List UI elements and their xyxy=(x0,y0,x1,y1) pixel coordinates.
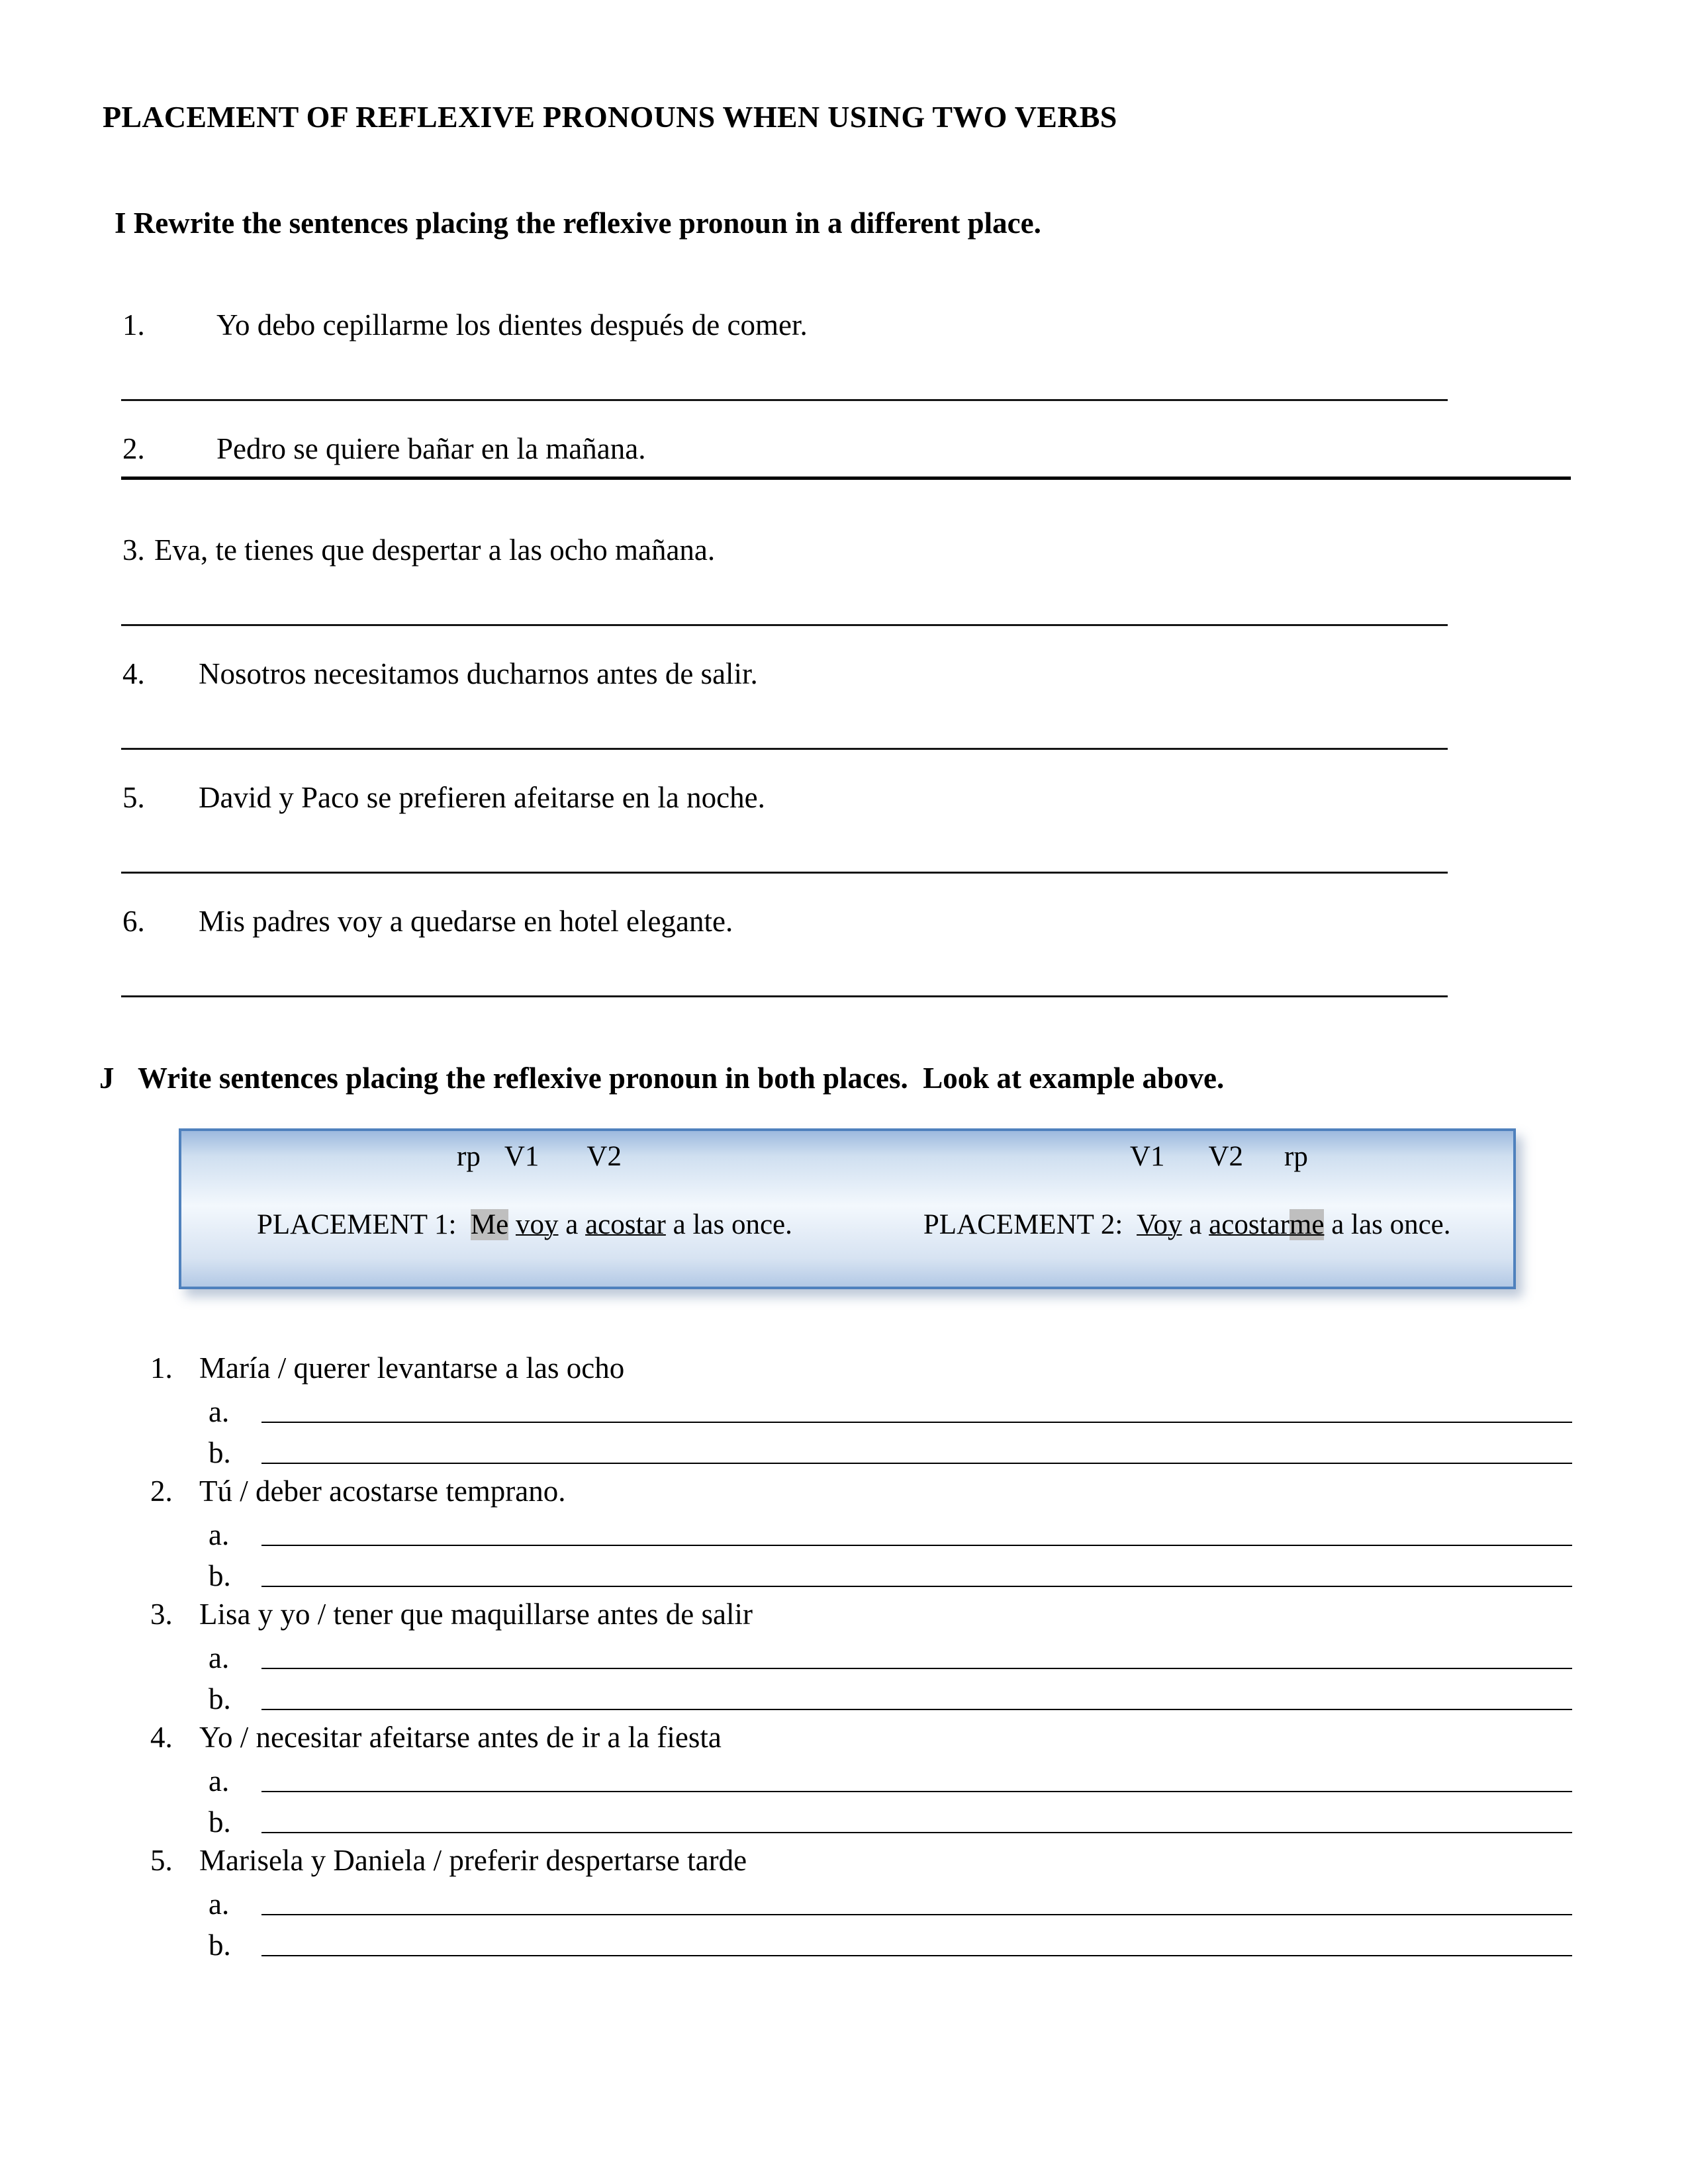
grammar-label: V1 xyxy=(1129,1141,1165,1172)
item-prompt: Marisela y Daniela / preferir despertarse tarde xyxy=(199,1844,747,1877)
grammar-label: V2 xyxy=(586,1141,622,1172)
section-i-item xyxy=(103,657,1572,750)
answer-blank-line xyxy=(261,1422,1572,1423)
sub-letter: a. xyxy=(209,1764,230,1797)
answer-blank-line xyxy=(121,567,1448,626)
grammar-label: rp xyxy=(457,1141,481,1172)
answer-blank-line xyxy=(261,1463,1572,1464)
item-number: 2. xyxy=(122,432,145,465)
prompt-row xyxy=(150,1347,1572,1388)
sentence-row xyxy=(122,432,1572,466)
answer-blank-line xyxy=(121,938,1448,997)
prompt-row xyxy=(150,1594,1572,1635)
sub-letter: b. xyxy=(209,1682,231,1715)
prompt-row xyxy=(150,1840,1572,1881)
grammar-label: V2 xyxy=(1208,1141,1244,1172)
prompt-row xyxy=(150,1471,1572,1512)
answer-blank-line xyxy=(261,1832,1572,1833)
example-word: a las once. xyxy=(1324,1209,1451,1240)
section-j-item xyxy=(150,1840,1572,1963)
placement-1-example xyxy=(200,1140,792,1273)
item-prompt: María / querer levantarse a las ocho xyxy=(199,1351,625,1385)
placement-1-label: PLACEMENT 1: xyxy=(257,1209,457,1240)
sentence-row xyxy=(122,533,1572,567)
answer-blank-line xyxy=(121,466,1571,480)
item-prompt: Tú / deber acostarse temprano. xyxy=(199,1475,566,1508)
section-j-item xyxy=(150,1594,1572,1717)
section-i-heading: I Rewrite the sentences placing the reflexive pronoun in a different place. xyxy=(115,206,1041,240)
item-number: 3. xyxy=(150,1598,173,1631)
example-word xyxy=(508,1209,516,1240)
section-i-item xyxy=(103,533,1572,626)
example-word: a xyxy=(558,1209,586,1240)
prompt-row xyxy=(150,1717,1572,1758)
item-sentence: Eva, te tienes que despertar a las ocho mañana. xyxy=(154,533,716,567)
answer-blank-line xyxy=(121,691,1448,750)
placement-2-words xyxy=(1123,1209,1450,1240)
section-i-item xyxy=(103,432,1572,480)
example-word: Me xyxy=(470,1209,509,1240)
answer-blank-line xyxy=(121,342,1448,401)
sentence-row xyxy=(122,780,1572,815)
section-i-item xyxy=(103,308,1572,401)
item-sentence: Nosotros necesitamos ducharnos antes de salir. xyxy=(199,657,758,690)
example-word: Voy xyxy=(1137,1209,1182,1240)
section-j-item xyxy=(150,1347,1572,1471)
section-j-letter: J xyxy=(99,1062,115,1095)
section-j-item xyxy=(150,1717,1572,1840)
example-word: acostar xyxy=(1209,1209,1289,1240)
item-sentence: David y Paco se prefieren afeitarse en la noche. xyxy=(199,781,765,814)
section-j-item xyxy=(150,1471,1572,1594)
answer-blank-line xyxy=(261,1914,1572,1915)
answer-blank-line xyxy=(261,1791,1572,1792)
example-word xyxy=(456,1209,471,1240)
answer-blank-line xyxy=(261,1668,1572,1669)
example-word xyxy=(1123,1209,1137,1240)
placement-1-sentence xyxy=(200,1176,792,1273)
answer-sub-row xyxy=(150,1799,1572,1840)
placement-2-grammar-labels xyxy=(867,1140,1451,1176)
placement-2-example xyxy=(867,1140,1451,1273)
answer-blank-line xyxy=(261,1586,1572,1587)
item-number: 2. xyxy=(150,1475,173,1508)
example-word: acostar xyxy=(585,1209,666,1240)
example-word: me xyxy=(1289,1209,1325,1240)
item-sentence: Pedro se quiere bañar en la mañana. xyxy=(216,432,646,465)
answer-sub-row xyxy=(150,1430,1572,1471)
sentence-row xyxy=(122,904,1572,938)
answer-sub-row xyxy=(150,1922,1572,1963)
answer-blank-line xyxy=(261,1955,1572,1956)
answer-sub-row xyxy=(150,1635,1572,1676)
grammar-label: rp xyxy=(1284,1141,1308,1172)
item-number: 1. xyxy=(150,1351,173,1385)
example-word: a las once. xyxy=(665,1209,792,1240)
answer-sub-row xyxy=(150,1881,1572,1922)
placement-2-sentence xyxy=(867,1176,1451,1273)
placement-1-words xyxy=(456,1209,792,1240)
page-title: PLACEMENT OF REFLEXIVE PRONOUNS WHEN USING TWO VERBS xyxy=(103,100,1117,134)
sub-letter: a. xyxy=(209,1518,230,1551)
answer-blank-line xyxy=(261,1545,1572,1546)
answer-sub-row xyxy=(150,1758,1572,1799)
item-prompt: Lisa y yo / tener que maquillarse antes de salir xyxy=(199,1598,753,1631)
sub-letter: b. xyxy=(209,1805,231,1839)
answer-sub-row xyxy=(150,1553,1572,1594)
placement-1-grammar-labels xyxy=(200,1140,792,1176)
item-number: 4. xyxy=(122,657,145,690)
answer-sub-row xyxy=(150,1388,1572,1430)
section-j-heading-text: Write sentences placing the reflexive pronoun in both places. Look at example above. xyxy=(138,1062,1225,1095)
placement-2-label: PLACEMENT 2: xyxy=(923,1209,1123,1240)
answer-blank-line xyxy=(121,815,1448,874)
item-sentence: Yo debo cepillarme los dientes después de comer. xyxy=(216,308,808,341)
answer-sub-row xyxy=(150,1512,1572,1553)
item-number: 1. xyxy=(122,308,145,341)
item-number: 5. xyxy=(150,1844,173,1877)
sub-letter: b. xyxy=(209,1435,231,1469)
sentence-row xyxy=(122,657,1572,691)
item-number: 6. xyxy=(122,905,145,938)
section-j-items xyxy=(150,1347,1572,1963)
item-number: 4. xyxy=(150,1721,173,1754)
item-sentence: Mis padres voy a quedarse en hotel elegante. xyxy=(199,905,733,938)
sentence-row xyxy=(122,308,1572,342)
section-i-item xyxy=(103,904,1572,997)
grammar-label: V1 xyxy=(504,1141,539,1172)
sub-letter: b. xyxy=(209,1559,231,1592)
item-prompt: Yo / necesitar afeitarse antes de ir a la fiesta xyxy=(199,1721,722,1754)
example-word: voy xyxy=(516,1209,559,1240)
section-j-heading xyxy=(99,1061,1572,1095)
section-i-item xyxy=(103,780,1572,874)
item-number: 5. xyxy=(122,781,145,814)
section-i-items xyxy=(103,308,1572,997)
example-word: a xyxy=(1182,1209,1209,1240)
sub-letter: b. xyxy=(209,1928,231,1962)
item-number: 3. xyxy=(122,533,145,567)
example-box xyxy=(179,1128,1516,1289)
answer-blank-line xyxy=(261,1709,1572,1710)
sub-letter: a. xyxy=(209,1641,230,1674)
sub-letter: a. xyxy=(209,1887,230,1921)
answer-sub-row xyxy=(150,1676,1572,1717)
sub-letter: a. xyxy=(209,1394,230,1428)
